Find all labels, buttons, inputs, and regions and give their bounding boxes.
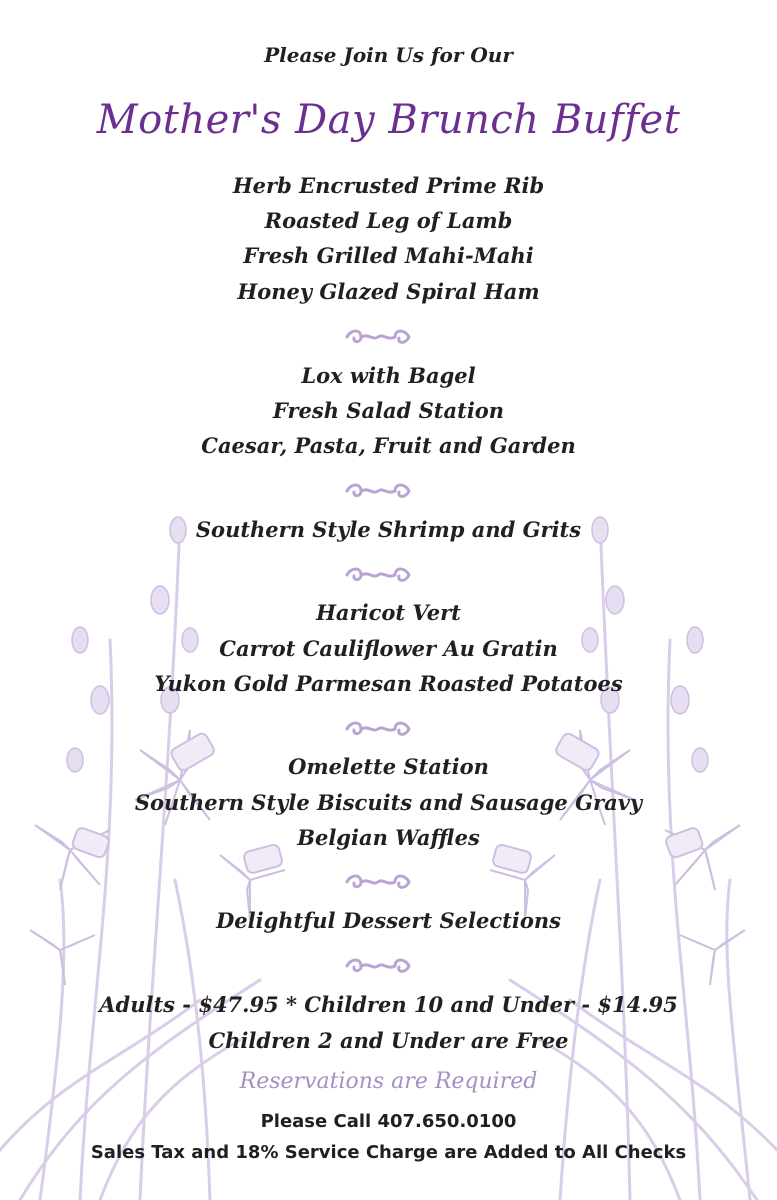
menu-item: Delightful Dessert Selections <box>216 908 561 933</box>
page-title: Mother's Day Brunch Buffet <box>96 97 681 143</box>
scroll-ornament-icon <box>343 564 413 586</box>
phone-line: Please Call 407.650.0100 <box>260 1111 517 1132</box>
menu-item: Lox with Bagel <box>301 363 476 388</box>
menu-item: Honey Glazed Spiral Ham <box>237 279 540 304</box>
scroll-ornament-icon <box>343 480 413 502</box>
reservation-note: Reservations are Required <box>239 1069 538 1094</box>
scroll-ornament-icon <box>343 718 413 740</box>
scroll-ornament-icon <box>343 871 413 893</box>
menu-item: Yukon Gold Parmesan Roasted Potatoes <box>154 671 623 696</box>
menu-item: Haricot Vert <box>316 600 461 625</box>
menu-item: Belgian Waffles <box>297 825 480 850</box>
menu-item: Caesar, Pasta, Fruit and Garden <box>201 433 576 458</box>
menu-item: Southern Style Biscuits and Sausage Gravy <box>134 790 643 815</box>
pricing-line: Adults - $47.95 * Children 10 and Under - $14.95 <box>99 992 678 1017</box>
menu-item: Herb Encrusted Prime Rib <box>232 173 545 198</box>
menu-item: Southern Style Shrimp and Grits <box>195 517 582 542</box>
menu-item: Fresh Grilled Mahi-Mahi <box>243 243 534 268</box>
menu-item: Omelette Station <box>288 754 489 779</box>
scroll-ornament-icon <box>343 326 413 348</box>
tax-note: Sales Tax and 18% Service Charge are Added to All Checks <box>90 1142 687 1163</box>
scroll-ornament-icon <box>343 955 413 977</box>
menu-item: Fresh Salad Station <box>272 398 505 423</box>
menu-item: Roasted Leg of Lamb <box>264 208 513 233</box>
menu-item: Carrot Cauliflower Au Gratin <box>219 636 558 661</box>
intro-text: Please Join Us for Our <box>264 43 513 67</box>
pricing-note: Children 2 and Under are Free <box>208 1028 569 1053</box>
